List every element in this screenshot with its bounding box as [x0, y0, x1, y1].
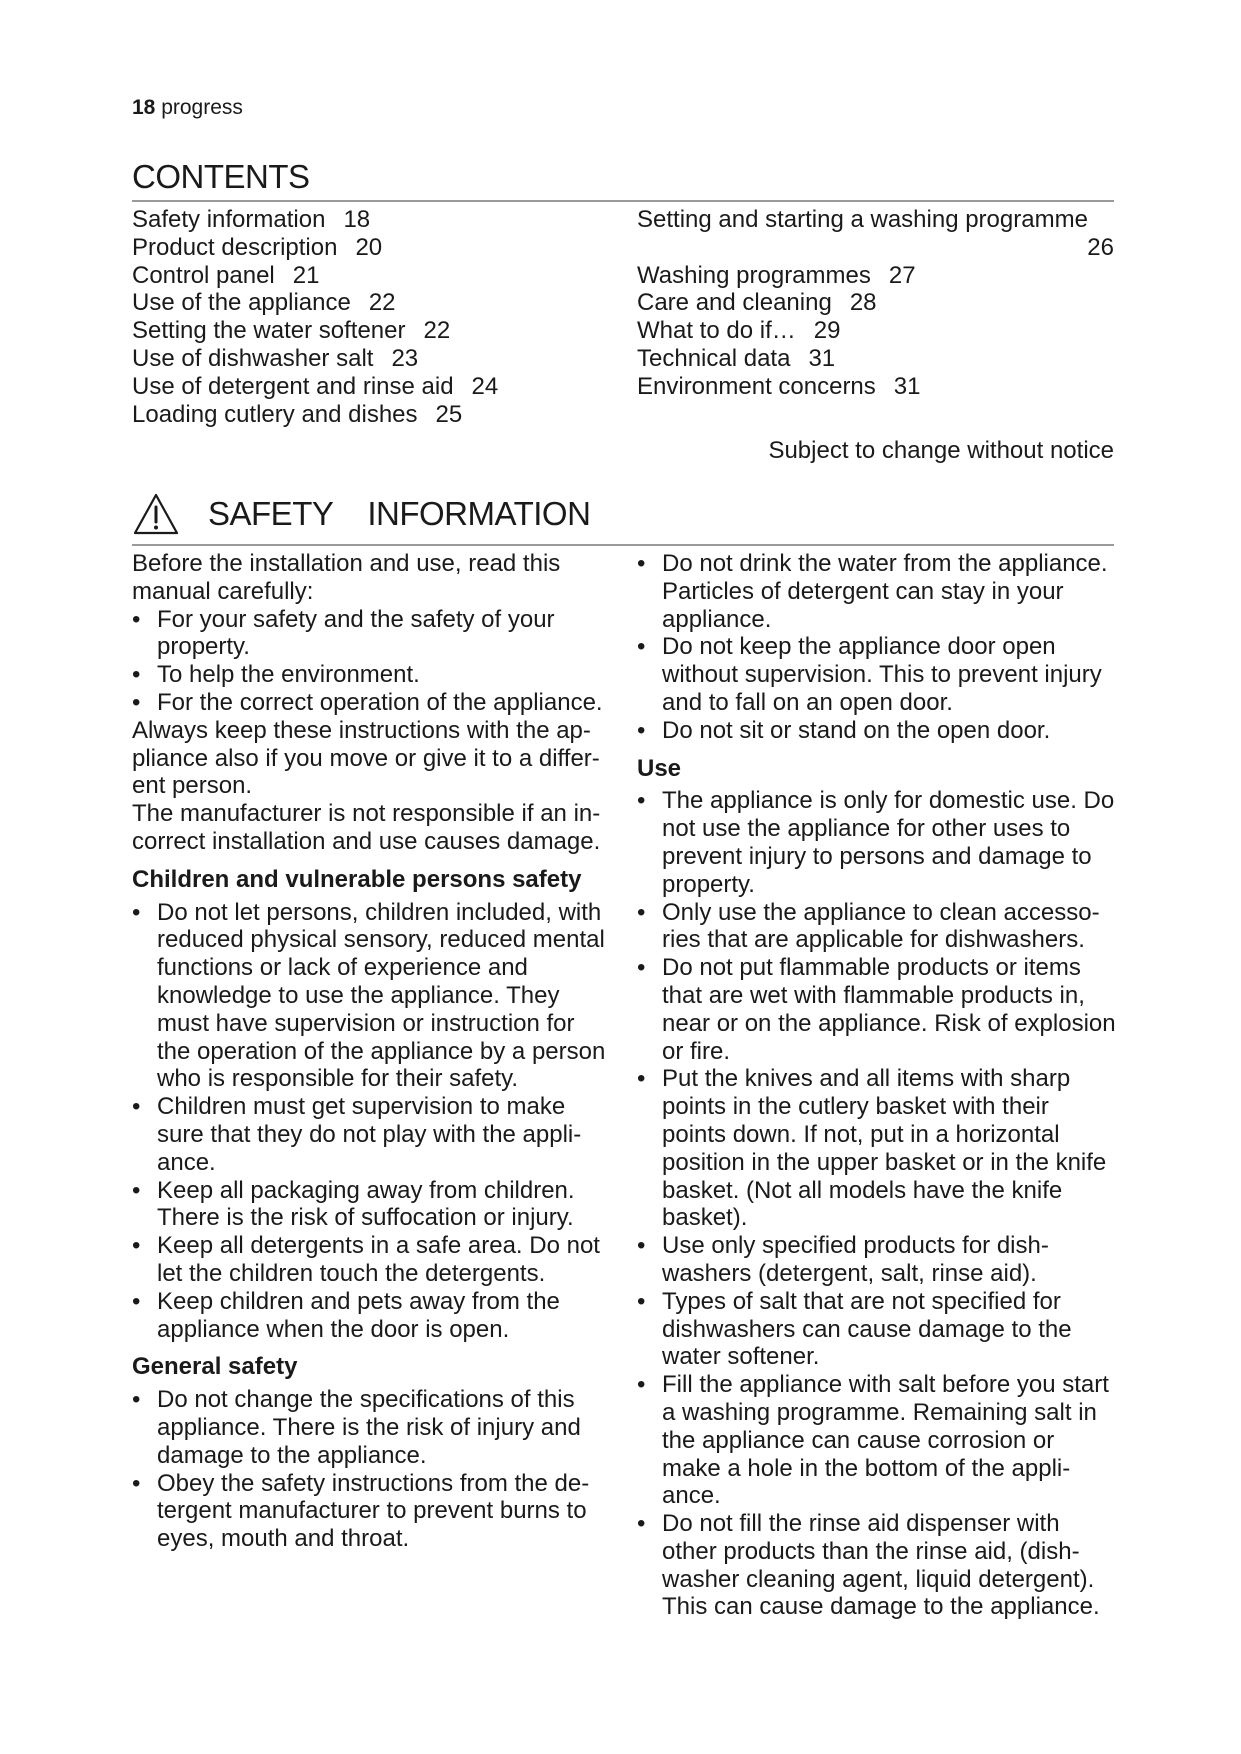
- list-item: • Do not put flammable products or items that are wet with flammable products in, near or on the appliance. Risk of explosion or fire.: [637, 954, 1119, 1065]
- safety-right-column: [637, 550, 1119, 1621]
- page-header: [132, 96, 243, 120]
- toc-entry[interactable]: What to do if… 29: [637, 317, 841, 345]
- children-safety-list: [132, 899, 612, 1344]
- brand-name: progress: [161, 96, 243, 119]
- list-item: • Do not fill the rinse aid dispenser with other products than the rinse aid, (dishwasher cleaning agent, liquid detergent). This can cause damage to the appliance.: [637, 1510, 1119, 1621]
- toc-entry[interactable]: Environment concerns 31: [637, 372, 921, 400]
- list-item: • Put the knives and all items with sharp points in the cutlery basket with their points down. If not, put in a horizontal position in the upper basket or in the knife basket. (Not all models have the knife basket).: [637, 1065, 1119, 1232]
- list-item: • Keep all detergents in a safe area. Do not let the children touch the detergents.: [132, 1232, 612, 1288]
- toc-left-column: [132, 206, 498, 428]
- toc-right-column: [637, 206, 1114, 401]
- general-safety-list: [132, 1386, 612, 1553]
- toc-entry[interactable]: Use of dishwasher salt 23: [132, 344, 419, 372]
- list-item: • To help the environment.: [132, 661, 612, 689]
- use-list: [637, 787, 1119, 1621]
- paragraph: Always keep these instructions with the appliance also if you move or give it to a different person.: [132, 716, 600, 800]
- general-safety-heading: General safety: [132, 1353, 298, 1381]
- list-item: • Do not drink the water from the appliance. Particles of detergent can stay in your appliance.: [637, 550, 1119, 633]
- list-item: • For your safety and the safety of your property.: [132, 606, 612, 662]
- list-item: • The appliance is only for domestic use. Do not use the appliance for other uses to prevent injury to persons and damage to property.: [637, 787, 1119, 898]
- change-notice: Subject to change without notice: [768, 437, 1114, 464]
- list-item: • Only use the appliance to clean accessories that are applicable for dishwashers.: [637, 899, 1119, 955]
- warning-triangle-icon: [132, 492, 180, 536]
- toc-entry[interactable]: Setting and starting a washing programme 26: [637, 206, 1114, 261]
- safety-title-word2: INFORMATION: [367, 495, 591, 532]
- toc-entry[interactable]: Product description 20: [132, 233, 383, 261]
- toc-entry[interactable]: Loading cutlery and dishes 25: [132, 400, 463, 428]
- toc-entry[interactable]: Use of the appliance 22: [132, 289, 396, 317]
- list-item: • Do not keep the appliance door open without supervision. This to prevent injury and to fall on an open door.: [637, 633, 1119, 716]
- use-heading: Use: [637, 754, 682, 782]
- list-item: • Do not sit or stand on the open door.: [637, 717, 1119, 745]
- list-item: • Obey the safety instructions from the detergent manufacturer to prevent burns to eyes, mouth and throat.: [132, 1470, 612, 1553]
- toc-entry[interactable]: Use of detergent and rinse aid 24: [132, 372, 499, 400]
- list-item: • Do not let persons, children included, with reduced physical sensory, reduced mental functions or lack of experience and knowledge to use the appliance. They must have supervision or instruction for the operation of the appliance by a person who is responsible for their safety.: [132, 899, 612, 1094]
- contents-title: CONTENTS: [132, 158, 310, 195]
- list-item: • Fill the appliance with salt before you start a washing programme. Remaining salt in the appliance can cause corrosion or make a hole in the bottom of the appliance.: [637, 1371, 1119, 1510]
- safety-heading: [132, 492, 590, 536]
- safety-rule: [132, 544, 1114, 546]
- children-safety-heading: Children and vulnerable persons safety: [132, 865, 582, 893]
- list-item: • Keep all packaging away from children. There is the risk of suffocation or injury.: [132, 1177, 612, 1233]
- list-item: • Do not change the specifications of this appliance. There is the risk of injury and damage to the appliance.: [132, 1386, 612, 1469]
- toc-entry[interactable]: Washing programmes 27: [637, 261, 916, 289]
- toc-entry[interactable]: Control panel 21: [132, 261, 320, 289]
- paragraph: The manufacturer is not responsible if an incorrect installation and use causes damage.: [132, 800, 601, 855]
- general-safety-list-continued: [637, 550, 1119, 745]
- list-item: • Use only specified products for dishwashers (detergent, salt, rinse aid).: [637, 1232, 1119, 1288]
- contents-rule: [132, 200, 1114, 202]
- toc-entry[interactable]: Care and cleaning 28: [637, 289, 877, 317]
- intro-text: Before the installation and use, read this manual carefully:: [132, 550, 561, 605]
- toc-entry[interactable]: Setting the water softener 22: [132, 317, 451, 345]
- page-number: 18: [132, 96, 156, 119]
- list-item: • Types of salt that are not specified for dishwashers can cause damage to the water softener.: [637, 1288, 1119, 1371]
- safety-title-word1: SAFETY: [208, 495, 334, 532]
- toc-entry[interactable]: Technical data 31: [637, 344, 836, 372]
- toc-entry[interactable]: Safety information 18: [132, 206, 371, 233]
- list-item: • Children must get supervision to make sure that they do not play with the appliance.: [132, 1093, 612, 1176]
- intro-list: [132, 606, 612, 717]
- safety-left-column: [132, 550, 612, 1553]
- list-item: • For the correct operation of the appliance.: [132, 689, 612, 717]
- list-item: • Keep children and pets away from the appliance when the door is open.: [132, 1288, 612, 1344]
